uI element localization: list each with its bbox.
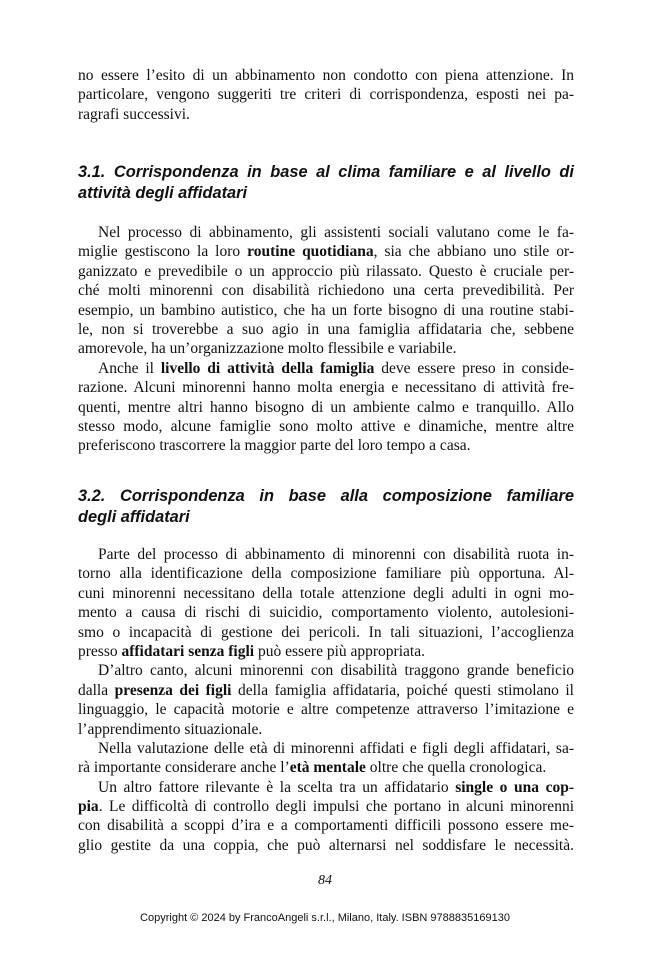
text-line: ragrafi successivi. (78, 105, 190, 123)
text-line (78, 398, 574, 417)
text-run: oltre che quella cronologica. (365, 759, 547, 777)
text-run: linguaggio, le capacità motorie e altre competenze attraverso l’imitazione e (78, 701, 574, 719)
bold-term: pia (78, 798, 99, 816)
text-line: no essere l’esito di un abbinamento non condotto con piena attenzione. In (78, 67, 574, 84)
heading-line: attività degli affidatari (78, 184, 248, 202)
text-line (78, 436, 574, 455)
bold-term: età mentale (289, 759, 366, 777)
section-heading-3-2 (78, 486, 574, 528)
text-line (78, 836, 574, 855)
text-run: glio gestite da una coppia, che può alternarsi nel soddisfare le necessità. (78, 836, 574, 854)
text-line (78, 603, 574, 622)
text-line (78, 378, 574, 397)
bold-term: single o una cop- (455, 778, 574, 796)
text-line (78, 758, 574, 777)
intro-paragraph (78, 66, 574, 124)
text-run: Un altro fattore rilevante è la scelta tra un affidatario (98, 778, 456, 796)
text-line (78, 816, 574, 835)
text-line (78, 545, 574, 564)
text-line (78, 359, 574, 378)
text-line (78, 584, 574, 603)
bold-term: routine quotidiana (247, 243, 374, 261)
text-run: dalla (78, 681, 115, 699)
text-line (78, 700, 574, 719)
bold-term: presenza dei figli (114, 681, 232, 699)
bold-term: livello di attività della famiglia (160, 359, 375, 377)
text-line (78, 661, 574, 680)
text-run: le, non si troverebbe a suo agio in una famiglia affidataria che, sebbene (78, 320, 574, 338)
text-line (78, 681, 574, 700)
text-line (78, 223, 574, 242)
copyright-notice: Copyright © 2024 by FrancoAngeli s.r.l., Milano, Italy. ISBN 9788835169130 (140, 912, 510, 924)
text-line (78, 797, 574, 816)
text-run: amorevole, ha un’organizzazione molto flessibile e variabile. (78, 340, 457, 358)
heading-line: 3.1. Corrispondenza in base al clima familiare e al livello di (78, 163, 574, 181)
bold-term: affidatari senza figli (121, 642, 255, 660)
text-line (78, 623, 574, 642)
text-line (78, 301, 574, 320)
text-run: torno alla identificazione della composizione familiare più opportuna. Al- (78, 565, 574, 583)
text-run: quenti, mentre altri hanno bisogno di un ambiente calmo e tranquillo. Allo (78, 398, 574, 416)
text-line (78, 564, 574, 583)
text-run: presso (78, 642, 122, 660)
section-heading-3-1 (78, 162, 574, 204)
text-run: smo o incapacità di gestione dei pericoli. In tali situazioni, l’accoglienza (78, 623, 574, 641)
heading-line: degli affidatari (78, 508, 190, 526)
text-run: . Le difficoltà di controllo degli impulsi che portano in alcuni minorenni (98, 798, 574, 816)
section-3-1-body (78, 223, 574, 456)
text-line (78, 642, 574, 661)
text-line (78, 320, 574, 339)
text-run: razione. Alcuni minorenni hanno molta energia e necessitano di attività fre- (78, 379, 574, 397)
text-run: D’altro canto, alcuni minorenni con disabilità traggono grande beneficio (98, 662, 574, 680)
text-line (78, 281, 574, 300)
text-run: , sia che abbiano uno stile or- (373, 243, 574, 261)
text-line (78, 778, 574, 797)
text-line (78, 417, 574, 436)
text-line (78, 262, 574, 281)
text-run: l’apprendimento situazionale. (78, 720, 263, 738)
text-run: esempio, un bambino autistico, che ha un forte bisogno di una routine stabi- (78, 301, 574, 319)
text-run: Nella valutazione delle età di minorenni affidati e figli degli affidatari, sa- (98, 739, 574, 757)
text-run: rà importante considerare anche l’ (78, 759, 290, 777)
text-run: miglie gestiscono la loro (78, 243, 248, 261)
text-line: particolare, vengono suggeriti tre criteri di corrispondenza, esposti nei pa- (78, 86, 574, 104)
text-run: Anche il (98, 359, 161, 377)
text-run: stesso modo, alcune famiglie sono molto attive e dinamiche, mentre altre (78, 417, 574, 435)
text-line (78, 339, 574, 358)
section-3-2-body (78, 545, 574, 855)
text-line (78, 739, 574, 758)
text-run: della famiglia affidataria, poiché questi stimolano il (231, 681, 574, 699)
text-run: Nel processo di abbinamento, gli assistenti sociali valutano come le fa- (98, 224, 574, 241)
text-run: cuni minorenni necessitano della totale attenzione degli adulti in ogni mo- (78, 584, 574, 602)
text-run: con disabilità a scoppi d’ira e a comportamenti difficili possono essere me- (78, 817, 574, 835)
text-run: Parte del processo di abbinamento di minorenni con disabilità ruota in- (98, 546, 574, 563)
text-run: ché molti minorenni con disabilità richiedono una certa prevedibilità. Per (78, 282, 574, 300)
text-line (78, 720, 574, 739)
text-run: può essere più appropriata. (254, 642, 425, 660)
text-run: mento a causa di rischi di suicidio, comportamento violento, autolesioni- (78, 604, 574, 622)
text-line (78, 242, 574, 261)
text-run: deve essere preso in conside- (374, 359, 574, 377)
text-run: ganizzato e prevedibile o un approccio più rilassato. Questo è cruciale per- (78, 262, 574, 280)
heading-line: 3.2. Corrispondenza in base alla composizione familiare (78, 487, 574, 505)
text-run: preferiscono trascorrere la maggior parte del loro tempo a casa. (78, 437, 471, 455)
page-number: 84 (318, 873, 332, 888)
